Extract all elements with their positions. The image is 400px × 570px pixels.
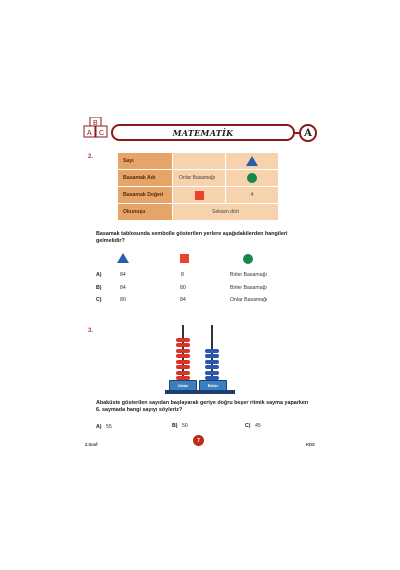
tens-bead <box>176 338 190 342</box>
row-label-okunusu: Okunuşu <box>118 204 173 221</box>
option-c-letter: C) <box>96 297 102 303</box>
cell-basamak-adi-1: Onlar Basamağı <box>173 170 226 187</box>
option-a-letter: A) <box>96 272 102 278</box>
footer-publisher: KDS <box>306 442 315 447</box>
tens-base-label: Onlar <box>169 380 197 391</box>
question-2-text: Basamak tablosunda sembolle gösterilen yerlere aşağıdakilerden hangileri gelmelidir? <box>96 231 288 244</box>
page-number: 7 <box>193 435 204 446</box>
tens-bead <box>176 365 190 369</box>
tens-bead <box>176 343 190 347</box>
cell-sayi-2 <box>226 153 279 170</box>
ones-bead <box>205 354 219 358</box>
footer-grade: 2.Sınıf <box>85 442 98 447</box>
cell-basamak-degeri-2: 4 <box>226 187 279 204</box>
option-a-square: 8 <box>181 272 184 278</box>
question-3-text: Abaküste gösterilen sayıdan başlayarak geriye doğru beşer ritmik sayma yaparken 6. saymada hangi sayıyı söyleriz? <box>96 400 309 413</box>
table-row <box>118 204 279 221</box>
ones-bead <box>205 360 219 364</box>
cell-okunusu: Seksen dört <box>173 204 279 221</box>
section-badge: A <box>299 124 317 142</box>
triangle-icon <box>246 156 258 166</box>
ones-bead <box>205 371 219 375</box>
row-label-basamak-degeri: Basamak Değeri <box>118 187 173 204</box>
ones-bead <box>205 349 219 353</box>
option-a-triangle: 84 <box>120 272 126 278</box>
tens-bead <box>176 360 190 364</box>
option-b-square: 80 <box>180 285 186 291</box>
svg-text:B: B <box>93 120 98 127</box>
q3-option-b-letter: B) <box>172 423 178 429</box>
subject-title-bar <box>111 124 295 141</box>
subject-title: MATEMATİK <box>172 127 234 138</box>
option-c-square: 84 <box>180 297 186 303</box>
row-label-sayi: Sayı <box>118 153 173 170</box>
tens-bead <box>176 354 190 358</box>
tens-bead <box>176 349 190 353</box>
q3-option-b-value: 50 <box>182 423 188 429</box>
q3-option-c-letter: C) <box>245 423 251 429</box>
circle-icon <box>247 173 257 183</box>
legend-circle-icon <box>243 254 253 264</box>
q3-option-a-letter: A) <box>96 424 102 430</box>
abc-cubes-icon <box>83 117 109 139</box>
option-b-letter: B) <box>96 285 102 291</box>
place-value-table <box>118 153 279 223</box>
option-c-circle: Onlar Basamağı <box>230 297 268 303</box>
question-3-number: 3. <box>88 328 94 334</box>
abacus <box>165 325 235 395</box>
cell-sayi-1 <box>173 153 226 170</box>
legend-square-icon <box>180 254 189 263</box>
option-a-circle: Birler Basamağı <box>230 272 267 278</box>
table-row <box>118 153 279 170</box>
legend-triangle-icon <box>117 253 129 263</box>
svg-text:C: C <box>99 130 105 137</box>
svg-text:A: A <box>87 130 92 137</box>
question-2-number: 2. <box>88 154 94 160</box>
ones-base-label: Birler <box>199 380 227 391</box>
square-icon <box>195 191 204 200</box>
option-b-triangle: 84 <box>120 285 126 291</box>
tens-bead <box>176 371 190 375</box>
cell-basamak-adi-2 <box>226 170 279 187</box>
option-c-triangle: 80 <box>120 297 126 303</box>
table-row <box>118 170 279 187</box>
option-b-circle: Birler Basamağı <box>230 285 267 291</box>
ones-bead <box>205 365 219 369</box>
abacus-shelf <box>165 390 235 394</box>
q3-option-a-value: 55 <box>106 424 112 430</box>
q3-option-c-value: 45 <box>255 423 261 429</box>
cell-basamak-degeri-1 <box>173 187 226 204</box>
table-row <box>118 187 279 204</box>
row-label-basamak-adi: Basamak Adı <box>118 170 173 187</box>
